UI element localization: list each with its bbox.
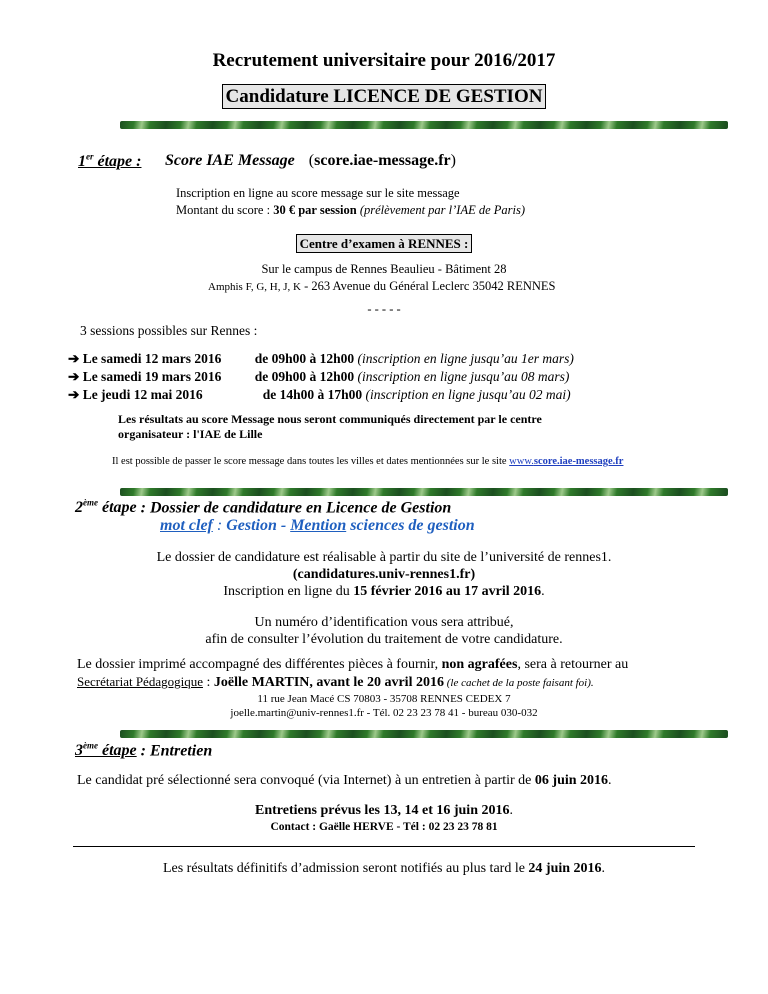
- contact-line: Contact : Gaëlle HERVE - Tél : 02 23 23 78 81: [270, 821, 498, 833]
- step1-title: Score IAE Message: [165, 152, 295, 169]
- decorative-divider: [120, 121, 728, 129]
- page-title: Recrutement universitaire pour 2016/2017: [212, 50, 556, 71]
- contact-deadline: Joëlle MARTIN, avant le 20 avril 2016: [213, 675, 444, 690]
- step2-heading: 2ème étape : Dossier de candidature en Licence de Gestion: [75, 498, 452, 517]
- decorative-divider: [120, 488, 728, 496]
- results-note: Les résultats au score Message nous seront communiqués directement par le centre organisateur : l'IAE de Lille: [118, 412, 542, 441]
- secretariat-label: Secrétariat Pédagogique: [77, 674, 203, 689]
- exam-center-wrap: [0, 235, 768, 253]
- score-amount: 30 € par session: [273, 203, 357, 217]
- page-subtitle: Candidature LICENCE DE GESTION: [222, 84, 547, 109]
- page-subtitle-wrap: [0, 86, 768, 108]
- arrow-right-icon: ➔: [68, 387, 80, 402]
- campus-line: Sur le campus de Rennes Beaulieu - Bâtiment 28: [261, 262, 507, 276]
- step2-paragraph2: Un numéro d’identification vous sera attribué, afin de consulter l’évolution du traitement de votre candidature.: [205, 615, 563, 647]
- step1-title-line: Score IAE Message (score.iae-message.fr): [165, 152, 456, 169]
- mention-label: Mention: [290, 517, 347, 534]
- session-item: ➔ Le samedi 19 mars 2016 de 09h00 à 12h00 (inscription en ligne jusqu’au 08 mars): [68, 369, 570, 384]
- session-item: ➔ Le samedi 12 mars 2016 de 09h00 à 12h00 (inscription en ligne jusqu’au 1er mars): [68, 351, 574, 366]
- step1-line1: Inscription en ligne au score message sur le site message: [176, 186, 460, 200]
- separator-dashes: - - - - -: [367, 302, 401, 316]
- email-line: joelle.martin@univ-rennes1.fr - Tél. 02 23 23 78 41 - bureau 030-032: [230, 707, 538, 719]
- decorative-divider: [120, 730, 728, 738]
- sessions-list: [68, 350, 574, 404]
- step2-paragraph3: Le dossier imprimé accompagné des différentes pièces à fournir, non agrafées, sera à retourner au: [77, 657, 629, 672]
- step3-paragraph: Le candidat pré sélectionné sera convoqué (via Internet) à un entretien à partir de 06 juin 2016.: [77, 773, 612, 788]
- secretariat-line: Secrétariat Pédagogique : Joëlle MARTIN, avant le 20 avril 2016 (le cachet de la poste faisant foi).: [77, 674, 594, 690]
- keyword-line: mot clef : Gestion - Mention sciences de gestion: [160, 517, 475, 534]
- session-item: ➔ Le jeudi 12 mai 2016 de 14h00 à 17h00 (inscription en ligne jusqu’au 02 mai): [68, 387, 571, 402]
- interviews-line: Entretiens prévus les 13, 14 et 16 juin 2016.: [255, 803, 513, 818]
- exam-center-label: Centre d’examen à RENNES :: [296, 234, 473, 253]
- sessions-intro: 3 sessions possibles sur Rennes :: [80, 323, 258, 338]
- arrow-right-icon: ➔: [68, 369, 80, 384]
- step3-label: 3ème étape: [75, 741, 137, 760]
- step3-heading: 3ème étape : Entretien: [75, 741, 213, 760]
- possible-note: Il est possible de passer le score message dans toutes les villes et dates mentionnées sur le site www.score.iae-message.fr: [112, 456, 624, 467]
- arrow-right-icon: ➔: [68, 351, 80, 366]
- postal-address: 11 rue Jean Macé CS 70803 - 35708 RENNES CEDEX 7: [257, 693, 511, 705]
- final-results-line: Les résultats définitifs d’admission seront notifiés au plus tard le 24 juin 2016.: [162, 861, 606, 876]
- step2-label: 2ème étape: [75, 498, 137, 517]
- step1-site: score.iae-message.fr: [314, 152, 451, 169]
- keyword-label: mot clef: [160, 517, 213, 534]
- step1-line2: Montant du score : 30 € par session (prélèvement par l’IAE de Paris): [176, 203, 526, 217]
- footer-divider: [73, 846, 695, 847]
- address-line: Amphis F, G, H, J, K - 263 Avenue du Général Leclerc 35042 RENNES: [208, 279, 556, 293]
- step2-paragraph1: Le dossier de candidature est réalisable à partir du site de l’université de rennes1. (candidatures.univ-rennes1.fr) Inscription en ligne du 15 février 2016 au 17 avril 2016.: [156, 550, 612, 599]
- score-site-link[interactable]: www.score.iae-message.fr: [509, 456, 624, 467]
- step1-label: 1er étape :: [78, 152, 142, 171]
- step1-heading: [78, 152, 141, 171]
